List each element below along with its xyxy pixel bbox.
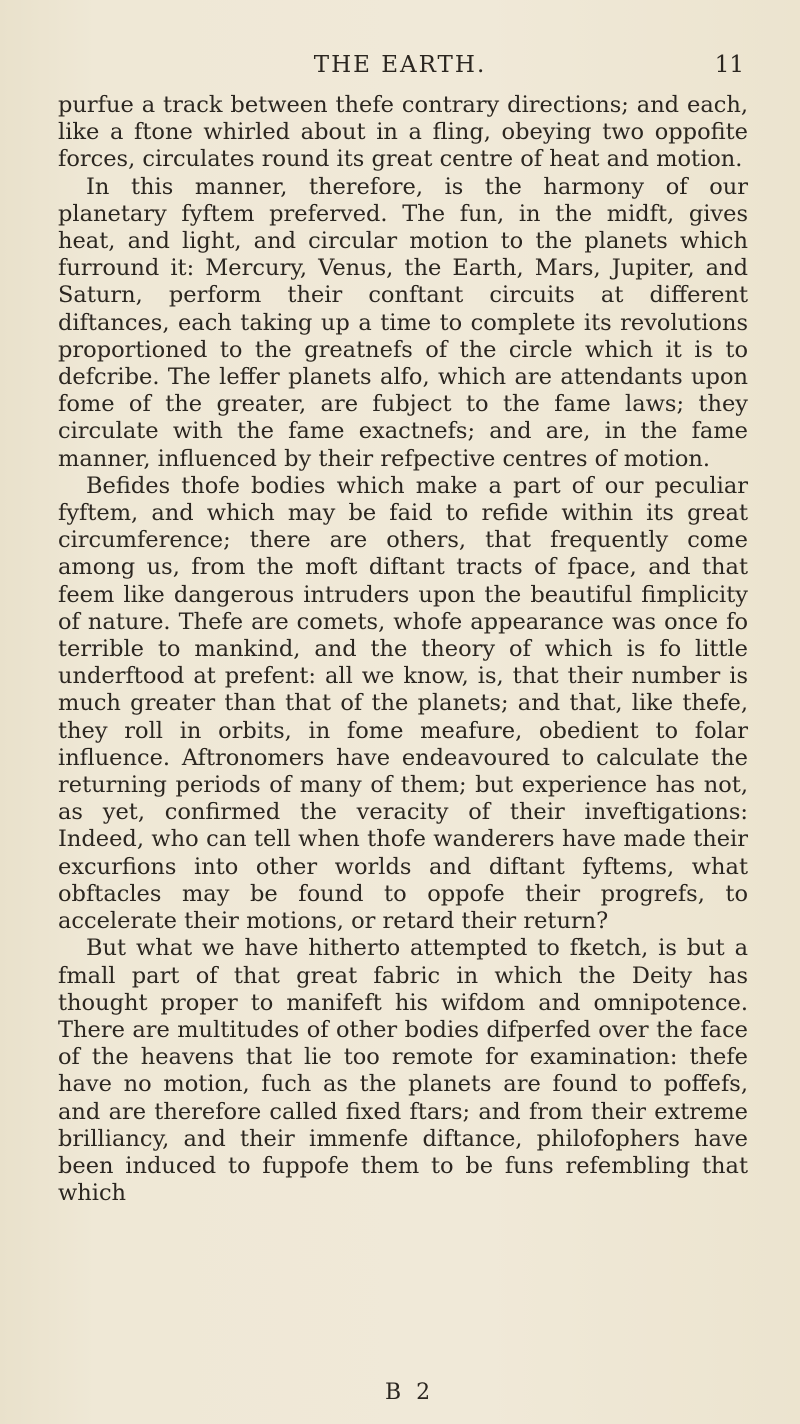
body-text xyxy=(58,92,748,1207)
paragraph-fixed-stars: But what we have hitherto attempted to fketch, is but a fmall part of that great fabric in which the Deity has thought proper to manifeft his wifdom and omnipotence. There are multitudes of other bodies difperfed over the face of the heavens that lie too remote for examination: thefe have no motion, fuch as the planets are found to poffefs, and are therefore called fixed ftars; and from their extreme brilliancy, and their immenfe diftance, philofophers have been induced to fuppofe them to be funs refembling that which xyxy=(58,935,748,1207)
page-number: 11 xyxy=(714,52,744,78)
running-head xyxy=(0,52,800,92)
paragraph-continued: purfue a track between thefe contrary directions; and each, like a ftone whirled about in a fling, obeying two oppofite forces, circulates round its great centre of heat and motion. xyxy=(58,92,748,173)
running-title: THE EARTH. xyxy=(313,52,487,78)
paragraph-comets: Befides thofe bodies which make a part of our peculiar fyftem, and which may be faid to refide within its great circumference; there are others, that frequently come among us, from the moft diftant tracts of fpace, and that feem like dangerous intruders upon the beautiful fimplicity of nature. Thefe are comets, whofe appearance was once fo terrible to mankind, and the theory of which is fo little underftood at prefent: all we know, is, that their number is much greater than that of the planets; and that, like thefe, they roll in orbits, in fome meafure, obedient to folar influence. Aftronomers have endeavoured to calculate the returning periods of many of them; but experience has not, as yet, confirmed the veracity of their inveftigations: Indeed, who can tell when thofe wanderers have made their excurfions into other worlds and diftant fyftems, what obftacles may be found to oppofe their progrefs, to accelerate their motions, or retard their return? xyxy=(58,472,748,935)
paragraph-planetary-system: In this manner, therefore, is the harmony of our planetary fyftem preferved. The fun, in the midft, gives heat, and light, and circular motion to the planets which furround it: Mercury, Venus, the Earth, Mars, Jupiter, and Saturn, perform their conftant circuits at different diftances, each taking up a time to complete its revolutions proportioned to the greatnefs of the circle which it is to defcribe. The leffer planets alfo, which are attendants upon fome of the greater, are fubject to the fame laws; they circulate with the fame exactnefs; and are, in the fame manner, influenced by their refpective centres of motion. xyxy=(58,173,748,472)
signature-mark: B 2 xyxy=(385,1380,435,1405)
